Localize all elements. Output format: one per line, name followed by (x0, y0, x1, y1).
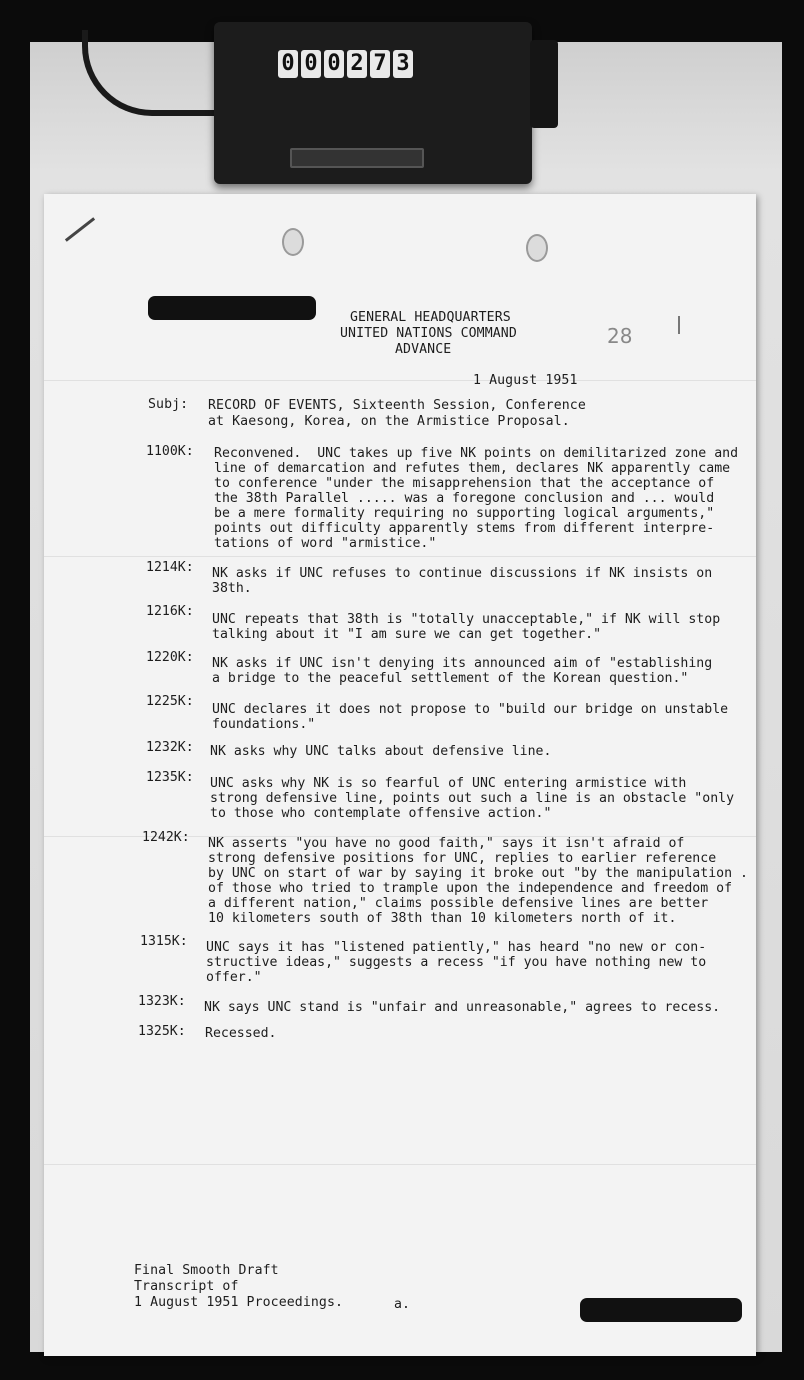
entry-time: 1216K: (146, 604, 194, 619)
entry-time: 1100K: (146, 444, 194, 459)
entry-text-line: 10 kilometers south of 38th than 10 kilometers north of it. (208, 911, 677, 926)
redaction-mark (580, 1298, 742, 1322)
entry-text-line: UNC says it has "listened patiently," has heard "no new or con- (206, 940, 707, 955)
entry-text-line: NK asks if UNC isn't denying its announced aim of "establishing (212, 656, 713, 671)
counter-digit: 7 (370, 50, 390, 78)
entry-text-line: offer." (206, 970, 262, 985)
entry-text-line: strong defensive positions for UNC, replies to earlier reference (208, 851, 717, 866)
fold-line (44, 380, 756, 381)
entry-text-line: tations of word "armistice." (214, 536, 437, 551)
entry-text-line: Recessed. (205, 1026, 277, 1041)
entry-text-line: line of demarcation and refutes them, declares NK apparently came (214, 461, 731, 476)
entry-text-line: Reconvened. UNC takes up five NK points on demilitarized zone and (214, 446, 739, 461)
footer-line-2: Transcript of (134, 1279, 239, 1294)
entry-text-line: be a mere formality requiring no supporting logical arguments," (214, 506, 715, 521)
entry-text-line: UNC asks why NK is so fearful of UNC entering armistice with (210, 776, 687, 791)
entry-text-line: NK asserts "you have no good faith," says it isn't afraid of (208, 836, 685, 851)
entry-text-line: a different nation," claims possible defensive lines are better (208, 896, 709, 911)
pen-mark (678, 316, 680, 334)
entry-text-line: strong defensive line, points out such a line is an obstacle "only (210, 791, 735, 806)
entry-text-line: to conference "under the misapprehension that the acceptance of (214, 476, 715, 491)
counter-knob (530, 40, 558, 128)
punch-hole (282, 228, 304, 256)
header-line-1: GENERAL HEADQUARTERS (350, 310, 511, 325)
entry-text-line: 38th. (212, 581, 252, 596)
entry-time: 1220K: (146, 650, 194, 665)
page-number: 28 (607, 324, 633, 348)
entry-text-line: UNC declares it does not propose to "build our bridge on unstable (212, 702, 729, 717)
entry-time: 1242K: (142, 830, 190, 845)
counter-digit: 0 (301, 50, 321, 78)
entry-text-line: the 38th Parallel ..... was a foregone conclusion and ... would (214, 491, 715, 506)
subject-line-2: at Kaesong, Korea, on the Armistice Proposal. (208, 414, 570, 429)
entry-text-line: a bridge to the peaceful settlement of the Korean question." (212, 671, 689, 686)
footer-initial: a. (394, 1297, 411, 1312)
redaction-mark (148, 296, 316, 320)
punch-hole (526, 234, 548, 262)
entry-text-line: structive ideas," suggests a recess "if you have nothing new to (206, 955, 707, 970)
entry-text-line: NK asks if UNC refuses to continue discussions if NK insists on (212, 566, 713, 581)
counter-digit: 0 (278, 50, 298, 78)
counter-digit: 2 (347, 50, 367, 78)
entry-text-line: UNC repeats that 38th is "totally unacceptable," if NK will stop (212, 612, 721, 627)
entry-text-line: NK says UNC stand is "unfair and unreasonable," agrees to recess. (204, 1000, 721, 1015)
entry-text-line: talking about it "I am sure we can get together." (212, 627, 602, 642)
entry-time: 1325K: (138, 1024, 186, 1039)
entry-time: 1315K: (140, 934, 188, 949)
entry-time: 1214K: (146, 560, 194, 575)
fold-line (44, 556, 756, 557)
header-line-3: ADVANCE (395, 342, 452, 357)
footer-line-1: Final Smooth Draft (134, 1263, 279, 1278)
document-date: 1 August 1951 (473, 373, 578, 388)
subject-line-1: RECORD OF EVENTS, Sixteenth Session, Conference (208, 398, 586, 413)
header-line-2: UNITED NATIONS COMMAND (340, 326, 517, 341)
entry-time: 1225K: (146, 694, 194, 709)
counter-digit: 3 (393, 50, 413, 78)
counter-digit: 0 (324, 50, 344, 78)
fold-line (44, 1164, 756, 1165)
entry-text-line: points out difficulty apparently stems from different interpre- (214, 521, 715, 536)
entry-text-line: NK asks why UNC talks about defensive line. (210, 744, 552, 759)
entry-time: 1323K: (138, 994, 186, 1009)
entry-text-line: to those who contemplate offensive action." (210, 806, 552, 821)
entry-text-line: foundations." (212, 717, 316, 732)
entry-time: 1235K: (146, 770, 194, 785)
subject-label: Subj: (148, 397, 189, 412)
footer-line-3: 1 August 1951 Proceedings. (134, 1295, 344, 1310)
counter-slot (290, 148, 424, 168)
entry-time: 1232K: (146, 740, 194, 755)
entry-text-line: by UNC on start of war by saying it broke out "by the manipulation . (208, 866, 748, 881)
counter-digits (278, 50, 413, 78)
entry-text-line: of those who tried to trample upon the independence and freedom of (208, 881, 733, 896)
